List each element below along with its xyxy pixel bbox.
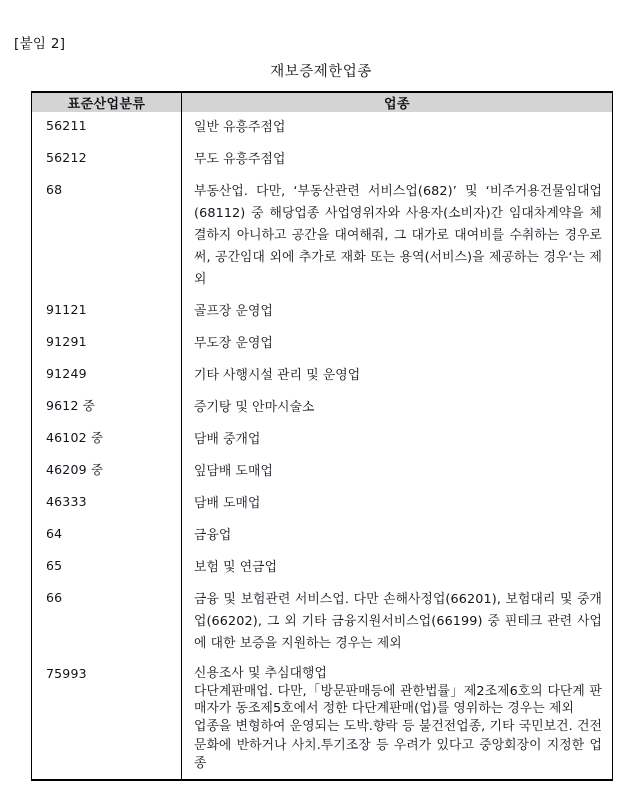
industry-code-cell: 56211 xyxy=(32,112,182,144)
industry-code-cell: 46102 중 xyxy=(32,424,182,456)
table-row xyxy=(32,520,613,552)
description-paragraph-group xyxy=(194,665,602,774)
industry-description-cell: 금융업 xyxy=(194,528,232,543)
table-row xyxy=(32,552,613,584)
table-row xyxy=(32,112,613,144)
table-header-row xyxy=(32,92,613,112)
table-row xyxy=(32,456,613,488)
table-row xyxy=(32,488,613,520)
table-row xyxy=(32,176,613,296)
industry-description-cell: 담배 중개업 xyxy=(194,432,261,447)
industry-code-cell: 65 xyxy=(32,552,182,584)
industry-code-cell: 46209 중 xyxy=(32,456,182,488)
industry-description-cell: 부동산업. 다만, ‘부동산관련 서비스업(682)’ 및 ‘비주거용건물임대업(68112) 중 해당업종 사업영위자와 사용자(소비자)간 임대차계약을 체결하지 아니하고 공간을 대여해줘, 그 대가로 대여비를 수취하는 경우로써, 공간임대 외에 추가로 재화 또는 용역(서비스)을 제공하는 경우‘는 제외 xyxy=(194,184,602,287)
industry-code-cell: 9612 중 xyxy=(32,392,182,424)
table-row xyxy=(32,360,613,392)
industry-code-cell: 46333 xyxy=(32,488,182,520)
industry-code-cell: 64 xyxy=(32,520,182,552)
description-paragraph: 업종을 변형하여 운영되는 도박.향락 등 불건전업종, 기타 국민보건. 건전문화에 반하거나 사치.투기조장 등 우려가 있다고 중앙회장이 지정한 업종 xyxy=(194,718,602,772)
column-header-description: 업종 xyxy=(182,92,613,112)
attachment-label: [붙임 2] xyxy=(14,36,66,52)
industry-description-cell: 무도장 운영업 xyxy=(194,336,273,351)
page-title: 재보증제한업종 xyxy=(270,64,372,80)
table-header xyxy=(32,92,613,112)
industry-description-cell: 잎담배 도매업 xyxy=(194,464,273,479)
table-row xyxy=(32,392,613,424)
table-row xyxy=(32,660,613,780)
description-paragraph: 신용조사 및 추심대행업 xyxy=(194,666,327,681)
industry-code-cell: 91121 xyxy=(32,296,182,328)
industry-description-cell: 기타 사행시설 관리 및 운영업 xyxy=(194,368,361,383)
industry-code-cell: 75993 xyxy=(32,660,182,780)
table-row xyxy=(32,424,613,456)
industry-description-cell: 무도 유흥주점업 xyxy=(194,152,286,167)
table-row xyxy=(32,584,613,660)
industry-description-cell xyxy=(182,660,613,780)
table-row xyxy=(32,144,613,176)
industry-code-cell: 56212 xyxy=(32,144,182,176)
restricted-industry-table-container xyxy=(31,91,612,781)
table-row xyxy=(32,296,613,328)
industry-code-cell: 91249 xyxy=(32,360,182,392)
industry-description-cell: 일반 유흥주점업 xyxy=(194,120,286,135)
industry-description-cell: 골프장 운영업 xyxy=(194,304,273,319)
table-row xyxy=(32,328,613,360)
industry-description-cell: 금융 및 보험관련 서비스업. 다만 손해사정업(66201), 보험대리 및 중개업(66202), 그 외 기타 금융지원서비스업(66199) 중 핀테크 관련 사업에 대한 보증을 지원하는 경우는 제외 xyxy=(194,592,602,651)
industry-description-cell: 담배 도매업 xyxy=(194,496,261,511)
column-header-code: 표준산업분류 xyxy=(32,92,182,112)
description-paragraph: 다단계판매업. 다만,「방문판매등에 관한법률」제2조제6호의 다단계 판매자가 동조제5호에서 정한 다단계판매(업)를 영위하는 경우는 제외 xyxy=(194,683,602,717)
industry-description-cell: 보험 및 연금업 xyxy=(194,560,278,575)
industry-code-cell: 68 xyxy=(32,176,182,296)
industry-description-cell: 증기탕 및 안마시술소 xyxy=(194,400,315,415)
industry-code-cell: 66 xyxy=(32,584,182,660)
industry-code-cell: 91291 xyxy=(32,328,182,360)
restricted-industry-table xyxy=(31,91,613,781)
table-body xyxy=(32,112,613,780)
